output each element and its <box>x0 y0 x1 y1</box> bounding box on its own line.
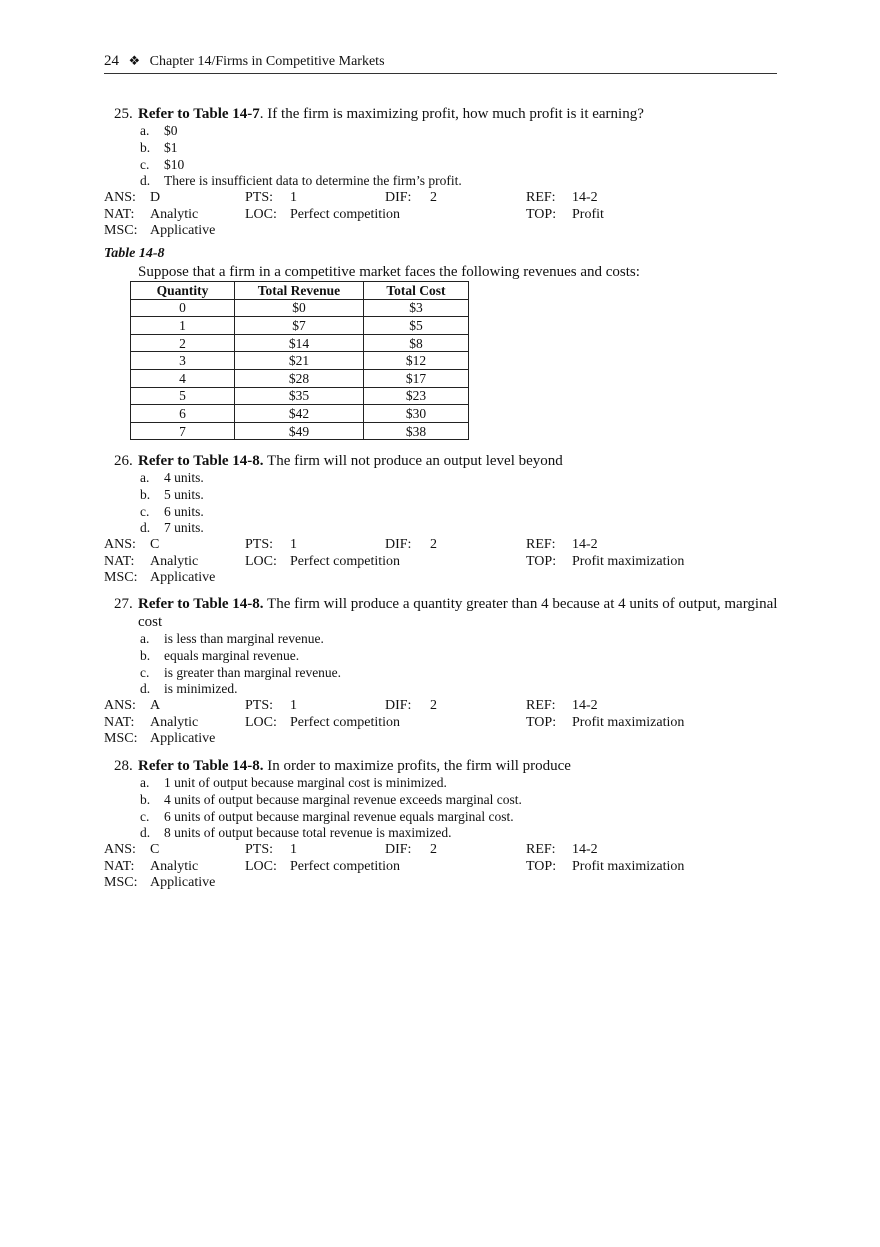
answer-option <box>104 681 784 698</box>
table-title: Table 14-8 <box>104 246 165 261</box>
question-stem <box>104 595 784 631</box>
ref-value: 14-2 <box>572 842 598 858</box>
question-text: In order to maximize profits, the firm will produce <box>263 758 571 774</box>
table-cell: $14 <box>235 334 364 352</box>
ans-label: ANS: <box>104 537 136 553</box>
top-value: Profit maximization <box>572 553 685 569</box>
diamond-icon: ❖ <box>128 53 141 68</box>
answer-meta-row-3 <box>104 570 784 587</box>
msc-label: MSC: <box>104 570 138 586</box>
question-text: The firm will produce a quantity greater than 4 because at 4 units of output, marginal cost <box>138 596 778 630</box>
table-row <box>131 352 469 370</box>
option-letter: b. <box>140 139 151 155</box>
msc-value: Applicative <box>150 570 216 586</box>
option-text: 5 units. <box>164 486 204 502</box>
loc-label: LOC: <box>245 714 277 730</box>
answer-meta-row-3 <box>104 731 784 748</box>
option-text: 7 units. <box>164 520 204 536</box>
option-letter: a. <box>140 775 150 790</box>
table-cell: $5 <box>364 317 469 335</box>
answer-meta-row-3 <box>104 223 784 240</box>
question-stem <box>104 105 784 123</box>
question-28 <box>104 757 784 892</box>
question-stem <box>104 757 784 775</box>
table-cell: $3 <box>364 299 469 317</box>
table-cell: 7 <box>131 422 235 440</box>
table-cell: $7 <box>235 317 364 335</box>
top-label: TOP: <box>526 206 557 222</box>
question-stem <box>104 452 784 470</box>
question-27 <box>104 595 784 748</box>
table-cell: 4 <box>131 369 235 387</box>
loc-label: LOC: <box>245 553 277 569</box>
option-letter: d. <box>140 825 151 841</box>
chapter-title: Chapter 14/Firms in Competitive Markets <box>149 54 385 69</box>
msc-label: MSC: <box>104 875 138 891</box>
table-cell: $35 <box>235 387 364 405</box>
ref-value: 14-2 <box>572 698 598 714</box>
revenue-cost-table <box>130 281 469 440</box>
answer-options <box>104 123 784 190</box>
page-number: 24 <box>104 53 119 69</box>
table-row <box>131 422 469 440</box>
ans-value: C <box>150 842 160 858</box>
table-cell: $38 <box>364 422 469 440</box>
msc-label: MSC: <box>104 731 138 747</box>
option-text: There is insufficient data to determine the firm’s profit. <box>164 173 462 189</box>
table-cell: $21 <box>235 352 364 370</box>
pts-label: PTS: <box>245 537 274 553</box>
option-letter: d. <box>140 173 151 189</box>
answer-option <box>104 792 784 809</box>
answer-options <box>104 775 784 842</box>
answer-meta-row-1 <box>104 698 784 715</box>
question-number: 26. <box>114 453 133 469</box>
loc-value: Perfect competition <box>290 553 401 569</box>
table-row <box>131 299 469 317</box>
table-cell: $23 <box>364 387 469 405</box>
answer-meta-row-2 <box>104 554 784 571</box>
option-text: 6 units. <box>164 503 204 519</box>
top-value: Profit maximization <box>572 858 685 874</box>
table-row <box>131 334 469 352</box>
table-row <box>131 369 469 387</box>
ref-value: 14-2 <box>572 190 598 206</box>
ref-label: REF: <box>526 190 556 206</box>
page-header <box>104 53 777 74</box>
table-row <box>131 405 469 423</box>
column-header: Quantity <box>131 282 235 300</box>
ans-label: ANS: <box>104 190 136 206</box>
answer-option <box>104 173 784 190</box>
pts-value: 1 <box>290 190 297 206</box>
dif-label: DIF: <box>385 842 412 858</box>
loc-label: LOC: <box>245 206 277 222</box>
answer-options <box>104 470 784 537</box>
answer-meta-row-3 <box>104 875 784 892</box>
question-number: 25. <box>114 106 133 122</box>
pts-label: PTS: <box>245 842 274 858</box>
dif-value: 2 <box>430 190 437 206</box>
answer-option <box>104 504 784 521</box>
table-cell: 6 <box>131 405 235 423</box>
answer-option <box>104 520 784 537</box>
dif-value: 2 <box>430 698 437 714</box>
pts-value: 1 <box>290 842 297 858</box>
top-label: TOP: <box>526 714 557 730</box>
top-label: TOP: <box>526 858 557 874</box>
option-text: 1 unit of output because marginal cost is minimized. <box>164 775 447 790</box>
nat-value: Analytic <box>150 206 199 222</box>
answer-meta-row-2 <box>104 715 784 732</box>
answer-option <box>104 648 784 665</box>
table-intro: Suppose that a firm in a competitive market faces the following revenues and costs: <box>138 264 640 280</box>
answer-options <box>104 631 784 698</box>
option-text: 4 units. <box>164 470 204 485</box>
table-row <box>131 387 469 405</box>
option-letter: d. <box>140 520 151 536</box>
option-letter: c. <box>140 156 150 172</box>
option-text: $0 <box>164 123 178 138</box>
answer-meta-row-1 <box>104 190 784 207</box>
table-cell: $12 <box>364 352 469 370</box>
table-header-row <box>131 282 469 300</box>
table-reference: Refer to Table 14-8. <box>138 596 264 612</box>
option-letter: a. <box>140 470 150 485</box>
ref-value: 14-2 <box>572 537 598 553</box>
nat-value: Analytic <box>150 858 199 874</box>
nat-label: NAT: <box>104 858 135 874</box>
answer-option <box>104 140 784 157</box>
question-number: 27. <box>114 596 133 612</box>
table-cell: $28 <box>235 369 364 387</box>
option-text: is less than marginal revenue. <box>164 631 324 646</box>
table-reference: Refer to Table 14-8. <box>138 453 264 469</box>
pts-label: PTS: <box>245 698 274 714</box>
dif-label: DIF: <box>385 698 412 714</box>
question-26 <box>104 452 784 587</box>
option-letter: c. <box>140 808 150 824</box>
nat-value: Analytic <box>150 714 199 730</box>
table-reference: Refer to Table 14-7 <box>138 106 260 122</box>
option-letter: b. <box>140 791 151 807</box>
question-number: 28. <box>114 758 133 774</box>
msc-value: Applicative <box>150 731 216 747</box>
table-cell: $8 <box>364 334 469 352</box>
ans-value: C <box>150 537 160 553</box>
answer-option <box>104 470 784 487</box>
loc-label: LOC: <box>245 858 277 874</box>
ans-label: ANS: <box>104 698 136 714</box>
option-text: equals marginal revenue. <box>164 647 300 663</box>
nat-value: Analytic <box>150 553 199 569</box>
answer-option <box>104 157 784 174</box>
answer-option <box>104 665 784 682</box>
answer-option <box>104 825 784 842</box>
option-text: 4 units of output because marginal revenue exceeds marginal cost. <box>164 791 522 807</box>
top-value: Profit maximization <box>572 714 685 730</box>
option-letter: b. <box>140 647 151 663</box>
table-row <box>131 317 469 335</box>
table-14-8-section <box>104 246 784 439</box>
option-letter: c. <box>140 664 150 680</box>
loc-value: Perfect competition <box>290 714 401 730</box>
option-text: is minimized. <box>164 681 238 697</box>
top-label: TOP: <box>526 553 557 569</box>
option-text: 8 units of output because total revenue is maximized. <box>164 825 452 841</box>
loc-value: Perfect competition <box>290 206 401 222</box>
table-cell: $42 <box>235 405 364 423</box>
question-text: The firm will not produce an output level beyond <box>263 453 563 469</box>
table-reference: Refer to Table 14-8. <box>138 758 264 774</box>
table-cell: $17 <box>364 369 469 387</box>
ans-value: A <box>150 698 161 714</box>
option-text: $10 <box>164 156 185 172</box>
msc-label: MSC: <box>104 223 138 239</box>
option-letter: c. <box>140 503 150 519</box>
option-text: is greater than marginal revenue. <box>164 664 342 680</box>
option-letter: a. <box>140 123 150 138</box>
option-letter: d. <box>140 681 151 697</box>
table-cell: 5 <box>131 387 235 405</box>
ans-label: ANS: <box>104 842 136 858</box>
msc-value: Applicative <box>150 223 216 239</box>
reference-punctuation: . <box>259 106 264 122</box>
option-letter: b. <box>140 486 151 502</box>
answer-meta-row-2 <box>104 207 784 224</box>
question-text: If the firm is maximizing profit, how much profit is it earning? <box>263 106 644 122</box>
answer-meta-row-2 <box>104 859 784 876</box>
loc-value: Perfect competition <box>290 858 401 874</box>
answer-option <box>104 487 784 504</box>
pts-value: 1 <box>290 698 297 714</box>
table-cell: $30 <box>364 405 469 423</box>
table-cell: $49 <box>235 422 364 440</box>
table-cell: 3 <box>131 352 235 370</box>
dif-label: DIF: <box>385 537 412 553</box>
nat-label: NAT: <box>104 206 135 222</box>
pts-label: PTS: <box>245 190 274 206</box>
dif-value: 2 <box>430 537 437 553</box>
option-text: $1 <box>164 139 178 155</box>
table-cell: $0 <box>235 299 364 317</box>
ans-value: D <box>150 190 161 206</box>
ref-label: REF: <box>526 842 556 858</box>
ref-label: REF: <box>526 698 556 714</box>
table-cell: 1 <box>131 317 235 335</box>
top-value: Profit <box>572 206 604 222</box>
answer-option <box>104 775 784 792</box>
pts-value: 1 <box>290 537 297 553</box>
nat-label: NAT: <box>104 553 135 569</box>
question-25 <box>104 105 784 240</box>
answer-meta-row-1 <box>104 537 784 554</box>
column-header: Total Cost <box>364 282 469 300</box>
answer-option <box>104 809 784 826</box>
table-cell: 2 <box>131 334 235 352</box>
nat-label: NAT: <box>104 714 135 730</box>
option-letter: a. <box>140 631 150 646</box>
dif-label: DIF: <box>385 190 412 206</box>
answer-meta-row-1 <box>104 842 784 859</box>
answer-option <box>104 123 784 140</box>
ref-label: REF: <box>526 537 556 553</box>
answer-option <box>104 631 784 648</box>
msc-value: Applicative <box>150 875 216 891</box>
option-text: 6 units of output because marginal revenue equals marginal cost. <box>164 808 514 824</box>
column-header: Total Revenue <box>235 282 364 300</box>
dif-value: 2 <box>430 842 437 858</box>
table-cell: 0 <box>131 299 235 317</box>
